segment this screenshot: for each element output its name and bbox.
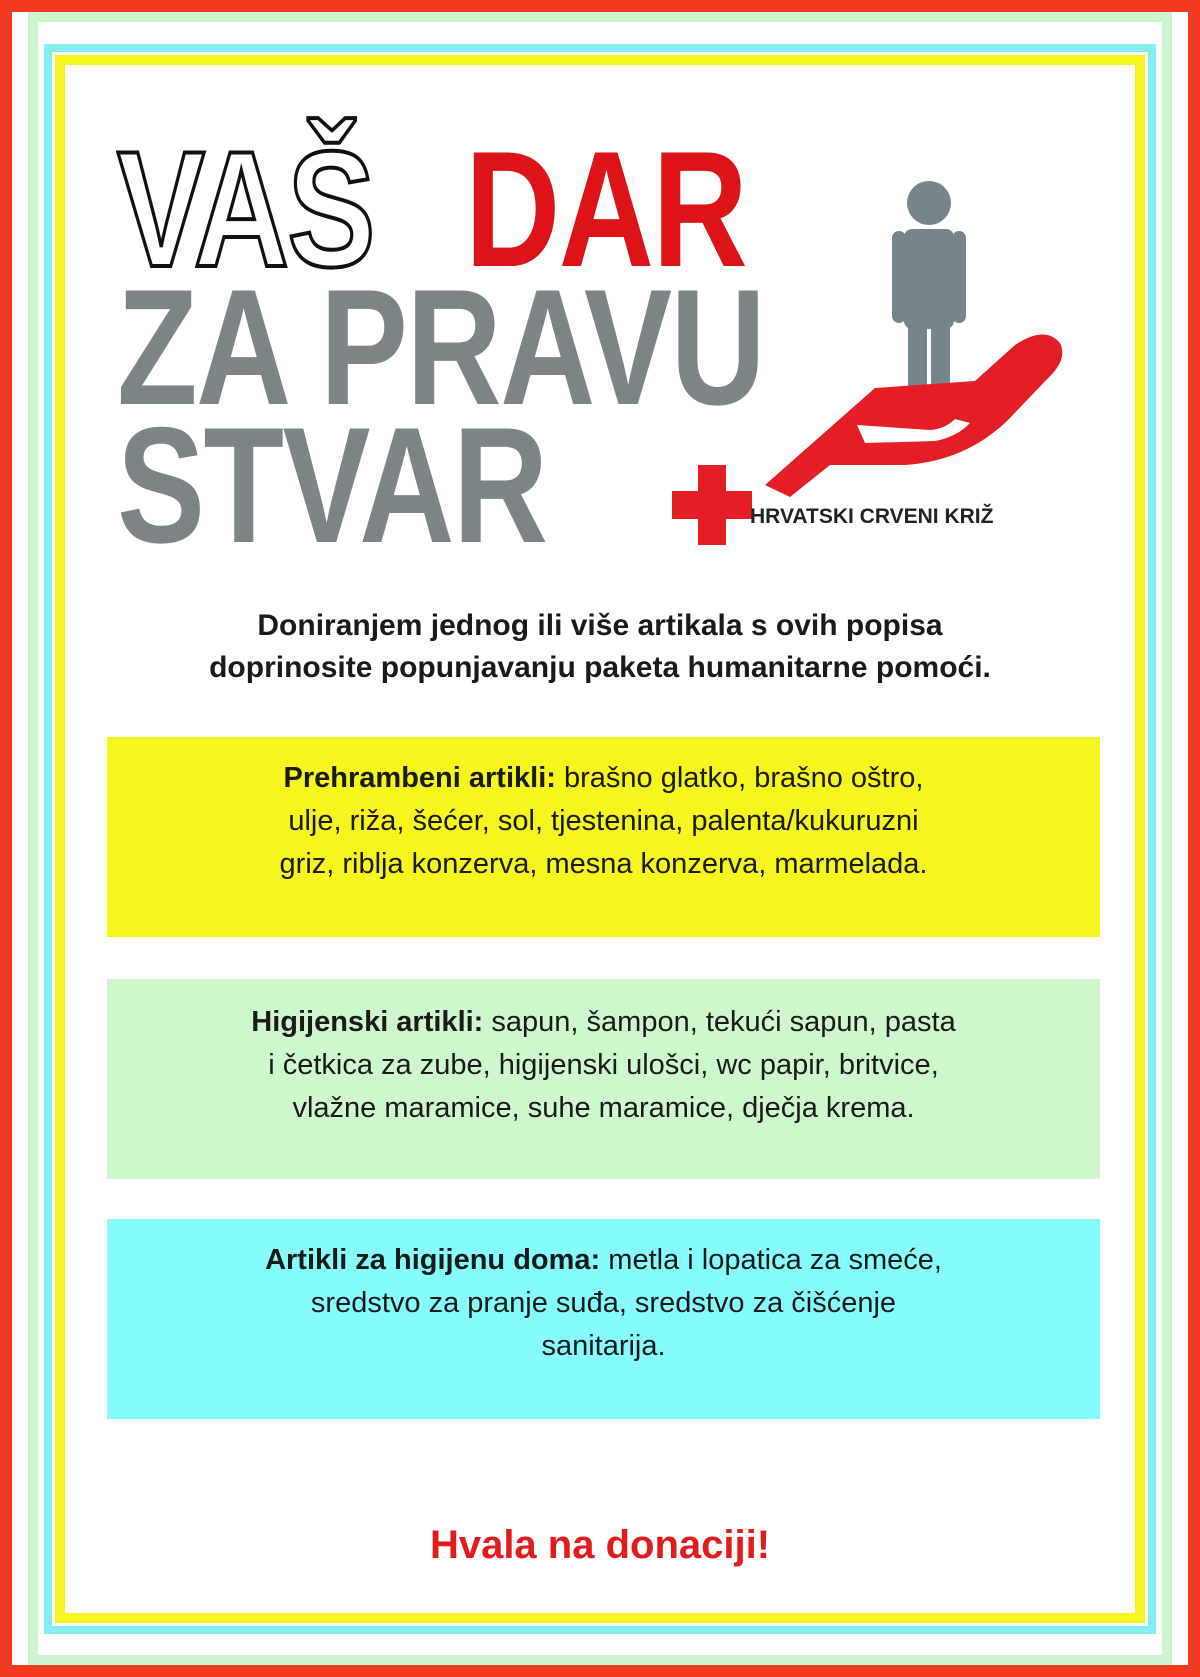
headline-dar: DAR [465, 117, 747, 301]
org-name: HRVATSKI CRVENI KRIŽ [750, 505, 994, 528]
home-items-box [107, 1219, 1100, 1419]
intro-line-1: Doniranjem jednog ili više artikala s ovih popisa [257, 609, 943, 642]
hygiene-line-1-text: sapun, šampon, tekući sapun, pasta [491, 1006, 956, 1038]
food-line-3: griz, riblja konzerva, mesna konzerva, marmelada. [279, 848, 928, 880]
home-line-3: sanitarija. [541, 1330, 666, 1362]
poster [65, 65, 1135, 1613]
food-line-2: ulje, riža, šećer, sol, tjestenina, palenta/kukuruzni [288, 805, 919, 837]
headline-stvar: STVAR [117, 393, 547, 577]
red-cross-logo [625, 125, 1085, 565]
home-line-2: sredstvo za pranje suđa, sredstvo za čišćenje [310, 1287, 897, 1319]
home-label: Artikli za higijenu doma: [265, 1244, 601, 1276]
headline-za-pravu: ZA PRAVU [117, 255, 765, 439]
hand-holding-person-icon [765, 181, 1062, 497]
hygiene-line-1 [127, 1001, 1080, 1044]
hygiene-line-2: i četkica za zube, higijenski ulošci, wc papir, britvice, [268, 1049, 939, 1081]
food-line-1-text: brašno glatko, brašno oštro, [563, 762, 924, 794]
food-line-1 [127, 757, 1080, 800]
thank-you-text: Hvala na donaciji! [429, 1523, 771, 1567]
food-items-box [107, 737, 1100, 937]
intro-text [85, 605, 1115, 689]
intro-line-2: doprinosite popunjavanju paketa humanitarne pomoći. [209, 651, 991, 684]
headline-vas: VAŠ [117, 117, 374, 301]
person-icon [892, 181, 966, 413]
hygiene-line-3: vlažne maramice, suhe maramice, dječja krema. [292, 1092, 915, 1124]
food-label: Prehrambeni artikli: [283, 762, 556, 794]
red-cross-icon [672, 465, 752, 545]
hygiene-label: Higijenski artikli: [251, 1006, 484, 1038]
hygiene-items-box [107, 979, 1100, 1179]
home-line-1 [127, 1239, 1080, 1282]
home-line-1-text: metla i lopatica za smeće, [608, 1244, 942, 1276]
